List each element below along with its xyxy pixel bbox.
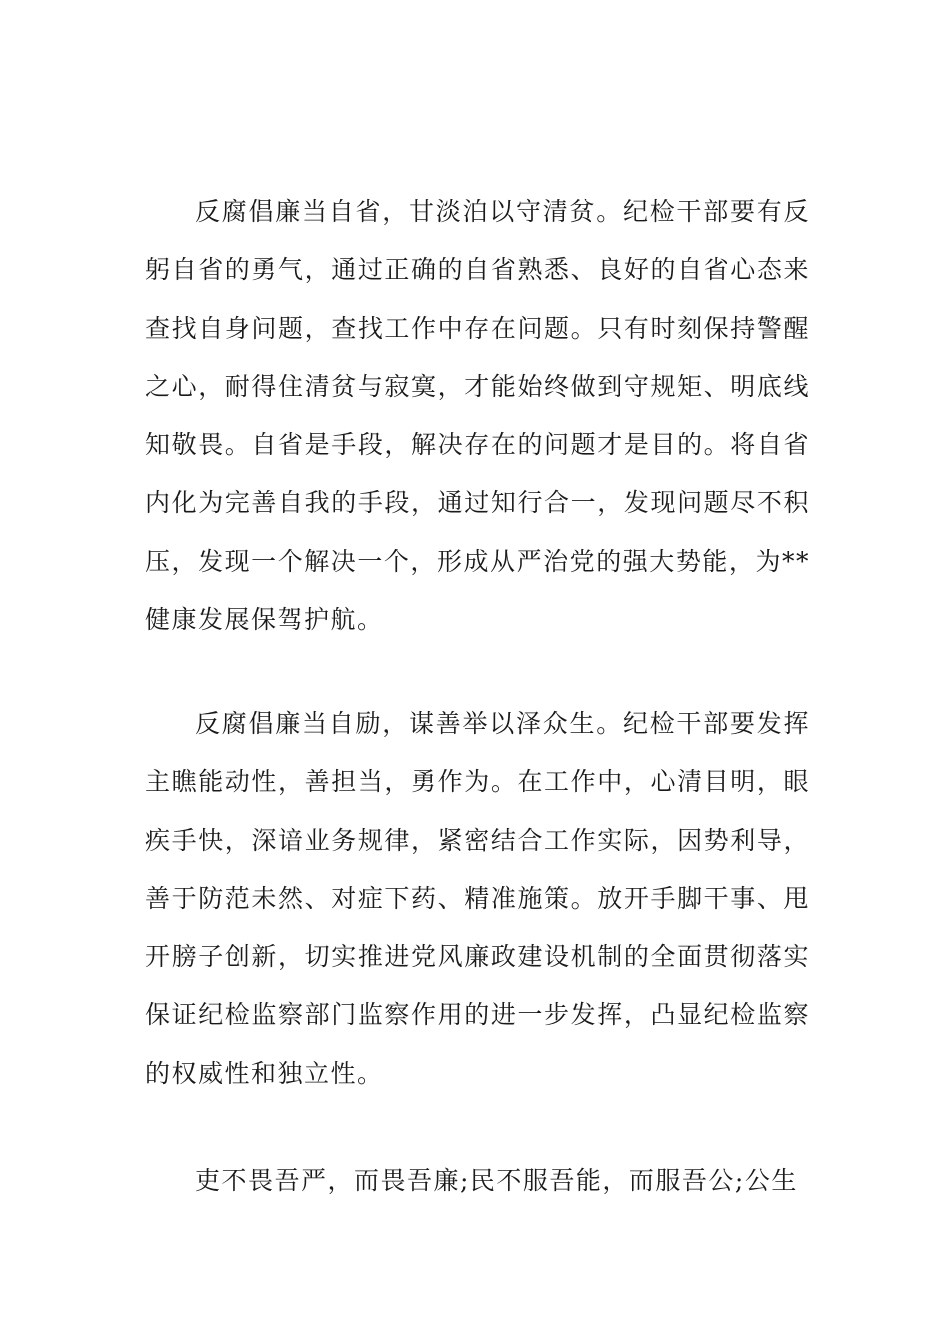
paragraph-self-motivation: 反腐倡廉当自励，谋善举以泽众生。纪检干部要发挥主瞧能动性，善担当，勇作为。在工作中，心清目明，眼疾手快，深谙业务规律，紧密结合工作实际，因势利导，善于防范未然、对症下药、精准施策。放开手脚干事、甩开膀子创新，切实推进党风廉政建设机制的全面贯彻落实保证纪检监察部门监察作用的进一步发挥，凸显纪检监察的权威性和独立性。 xyxy=(145,709,810,1088)
paragraph-integrity-quote: 吏不畏吾严，而畏吾廉;民不服吾能，而服吾公;公生 xyxy=(195,1166,798,1195)
paragraph-self-reflection: 反腐倡廉当自省，甘淡泊以守清贫。纪检干部要有反躬自省的勇气，通过正确的自省熟悉、良好的自省心态来查找自身问题，查找工作中存在问题。只有时刻保持警醒之心，耐得住清贫与寂寞，才能始终做到守规矩、明底线知敬畏。自省是手段，解决存在的问题才是目的。将自省内化为完善自我的手段，通过知行合一，发现问题尽不积压，发现一个解决一个，形成从严治党的强大势能，为**健康发展保驾护航。 xyxy=(145,197,810,635)
